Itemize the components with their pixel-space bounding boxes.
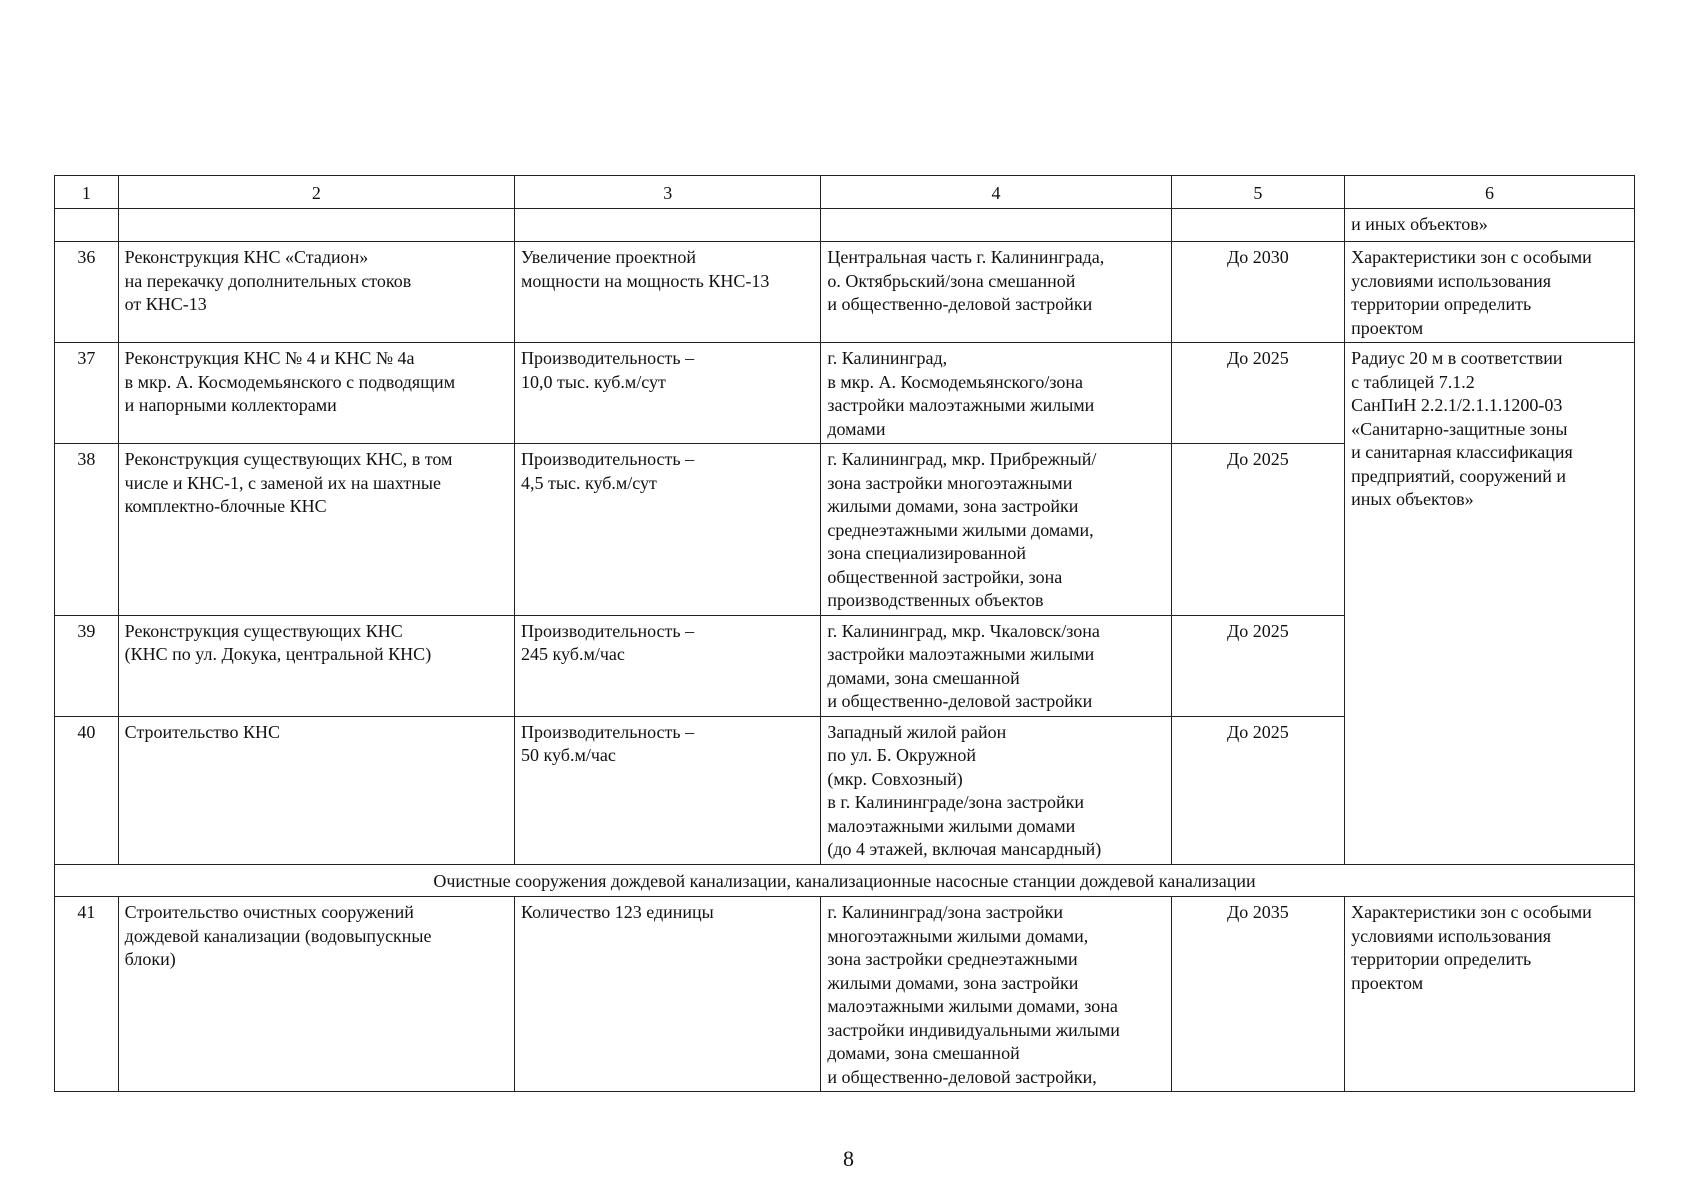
measure-parameters-line: 50 куб.м/час xyxy=(521,745,616,765)
column-number-3: 3 xyxy=(515,176,821,209)
measure-location-line: г. Калининград, мкр. Чкаловск/зона xyxy=(827,620,1100,641)
measure-parameters-line: Количество 123 единицы xyxy=(521,902,714,922)
planning-table xyxy=(54,175,1635,1092)
measure-location-line: по ул. Б. Окружной xyxy=(827,745,976,765)
zone-characteristics xyxy=(1345,897,1635,1092)
measure-parameters-line: Производительность – xyxy=(521,348,695,368)
measure-parameters-line: 245 куб.м/час xyxy=(521,644,625,664)
measure-location-line: жилыми домами, зона застройки xyxy=(827,496,1079,516)
measure-parameters-line: 10,0 тыс. куб.м/сут xyxy=(521,371,666,392)
measure-name-line: в мкр. А. Космодемьянского с подводящим xyxy=(124,371,456,392)
measure-location-line: застройки индивидуальными жилыми xyxy=(827,1019,1120,1040)
measure-name-line: Реконструкция существующих КНС xyxy=(124,620,403,641)
measure-location-line: о. Октябрьский/зона смешанной xyxy=(827,270,1076,291)
measure-location-line: и общественно-деловой застройки xyxy=(827,691,1093,711)
measure-location-line: Центральная часть г. Калининграда, xyxy=(827,247,1105,267)
measure-name xyxy=(118,615,514,716)
measure-location-line: малоэтажными жилыми домами xyxy=(827,815,1076,836)
measure-location-line: зона застройки среднеэтажными xyxy=(827,949,1078,969)
measure-name xyxy=(118,343,514,444)
measure-location-line: домами, зона смешанной xyxy=(827,1043,1020,1063)
zone-characteristics-line: «Санитарно-защитные зоны xyxy=(1351,418,1568,439)
zone-characteristics-line: проектом xyxy=(1351,317,1424,338)
measure-name-line: Строительство КНС xyxy=(124,721,280,742)
empty-cell xyxy=(1171,209,1344,242)
table-row xyxy=(55,897,1635,1092)
continuation-row xyxy=(55,209,1635,242)
empty-cell xyxy=(515,209,821,242)
measure-location-line: многоэтажными жилыми домами, xyxy=(827,925,1089,946)
measure-parameters-line: мощности на мощность КНС-13 xyxy=(521,270,770,291)
zone-characteristics-line: предприятий, сооружений и xyxy=(1351,465,1567,486)
empty-cell xyxy=(55,209,119,242)
page-number: 8 xyxy=(843,1146,854,1171)
measure-location-line: зона специализированной xyxy=(827,543,1027,563)
zone-characteristics-line: Характеристики зон с особыми xyxy=(1351,902,1592,922)
measure-parameters-line: Производительность – xyxy=(521,620,695,641)
measure-name-line: дождевой канализации (водовыпускные xyxy=(124,925,432,946)
continuation-text: и иных объектов» xyxy=(1345,209,1635,242)
measure-parameters-line: Производительность – xyxy=(521,449,695,469)
implementation-term: До 2025 xyxy=(1171,716,1344,864)
measure-name xyxy=(118,897,514,1092)
zone-characteristics-line: иных объектов» xyxy=(1351,489,1474,509)
measure-parameters xyxy=(515,444,821,616)
zone-characteristics-line: проектом xyxy=(1351,972,1424,993)
measure-name-line: Строительство очистных сооружений xyxy=(124,902,414,922)
column-number-2: 2 xyxy=(118,176,514,209)
column-number-6: 6 xyxy=(1345,176,1635,209)
implementation-term: До 2030 xyxy=(1171,242,1344,343)
measure-name-line: от КНС-13 xyxy=(124,294,207,314)
measure-name xyxy=(118,242,514,343)
column-number-5: 5 xyxy=(1171,176,1344,209)
section-title: Очистные сооружения дождевой канализации, канализационные насосные станции дождевой канализации xyxy=(55,864,1635,897)
measure-parameters xyxy=(515,897,821,1092)
measure-parameters xyxy=(515,615,821,716)
row-number: 41 xyxy=(55,897,119,1092)
measure-location-line: (мкр. Совхозный) xyxy=(827,768,963,789)
zone-characteristics-line: территории определить xyxy=(1351,294,1532,314)
measure-parameters-line: Увеличение проектной xyxy=(521,247,697,267)
empty-cell xyxy=(118,209,514,242)
measure-location-line: и общественно-деловой застройки xyxy=(827,294,1093,314)
measure-location-line: в г. Калининграде/зона застройки xyxy=(827,792,1084,812)
measure-name xyxy=(118,716,514,864)
measure-location-line: застройки малоэтажными жилыми xyxy=(827,395,1095,415)
row-number: 39 xyxy=(55,615,119,716)
measure-name-line: Реконструкция КНС «Стадион» xyxy=(124,247,369,267)
measure-location xyxy=(821,897,1171,1092)
zone-characteristics-line: СанПиН 2.2.1/2.1.1.1200-03 xyxy=(1351,395,1563,415)
zone-characteristics-line: и санитарная классификация xyxy=(1351,442,1573,462)
header-row xyxy=(55,176,1635,209)
measure-name-line: блоки) xyxy=(124,949,176,969)
measure-location xyxy=(821,444,1171,616)
measure-parameters xyxy=(515,343,821,444)
zone-characteristics xyxy=(1345,343,1635,865)
measure-name-line: Реконструкция существующих КНС, в том xyxy=(124,449,453,469)
measure-parameters xyxy=(515,242,821,343)
measure-parameters xyxy=(515,716,821,864)
measure-parameters-line: 4,5 тыс. куб.м/сут xyxy=(521,472,657,493)
measure-location-line: среднеэтажными жилыми домами, xyxy=(827,519,1094,540)
measure-location-line: г. Калининград, xyxy=(827,348,948,368)
measure-location xyxy=(821,242,1171,343)
zone-characteristics xyxy=(1345,242,1635,343)
implementation-term: До 2025 xyxy=(1171,444,1344,616)
measure-name-line: (КНС по ул. Докука, центральной КНС) xyxy=(124,644,432,664)
zone-characteristics-line: Характеристики зон с особыми xyxy=(1351,247,1592,267)
section-row xyxy=(55,864,1635,897)
measure-name-line: на перекачку дополнительных стоков xyxy=(124,270,412,291)
table-row xyxy=(55,343,1635,444)
zone-characteristics-line: условиями использования xyxy=(1351,925,1551,946)
measure-location-line: домами, зона смешанной xyxy=(827,667,1020,688)
measure-location-line: малоэтажными жилыми домами, зона xyxy=(827,996,1118,1016)
measure-location xyxy=(821,343,1171,444)
measure-name-line: комплектно-блочные КНС xyxy=(124,496,327,516)
measure-location-line: в мкр. А. Космодемьянского/зона xyxy=(827,371,1083,392)
measure-name-line: числе и КНС-1, с заменой их на шахтные xyxy=(124,472,441,493)
implementation-term: До 2035 xyxy=(1171,897,1344,1092)
measure-location-line: производственных объектов xyxy=(827,590,1044,610)
measure-location-line: застройки малоэтажными жилыми xyxy=(827,644,1095,664)
measure-location-line: Западный жилой район xyxy=(827,721,1007,742)
measure-location-line: г. Калининград/зона застройки xyxy=(827,902,1063,922)
measure-location-line: общественной застройки, зона xyxy=(827,566,1063,587)
zone-characteristics-line: территории определить xyxy=(1351,949,1532,969)
row-number: 36 xyxy=(55,242,119,343)
column-number-4: 4 xyxy=(821,176,1171,209)
zone-characteristics-line: условиями использования xyxy=(1351,270,1551,291)
measure-name-line: и напорными коллекторами xyxy=(124,395,337,415)
measure-location-line: (до 4 этажей, включая мансардный) xyxy=(827,839,1102,859)
measure-location-line: г. Калининград, мкр. Прибрежный/ xyxy=(827,449,1097,469)
measure-location-line: и общественно-деловой застройки, xyxy=(827,1066,1097,1087)
implementation-term: До 2025 xyxy=(1171,615,1344,716)
measure-location xyxy=(821,716,1171,864)
row-number: 37 xyxy=(55,343,119,444)
column-number-1: 1 xyxy=(55,176,119,209)
implementation-term: До 2025 xyxy=(1171,343,1344,444)
empty-cell xyxy=(821,209,1171,242)
row-number: 40 xyxy=(55,716,119,864)
measure-location-line: домами xyxy=(827,418,886,439)
measure-location xyxy=(821,615,1171,716)
zone-characteristics-line: Радиус 20 м в соответствии xyxy=(1351,348,1563,368)
measure-parameters-line: Производительность – xyxy=(521,721,695,742)
measure-location-line: зона застройки многоэтажными xyxy=(827,472,1073,493)
measure-name-line: Реконструкция КНС № 4 и КНС № 4а xyxy=(124,348,415,368)
measure-name xyxy=(118,444,514,616)
row-number: 38 xyxy=(55,444,119,616)
zone-characteristics-line: с таблицей 7.1.2 xyxy=(1351,371,1475,392)
table-row xyxy=(55,242,1635,343)
measure-location-line: жилыми домами, зона застройки xyxy=(827,972,1079,993)
